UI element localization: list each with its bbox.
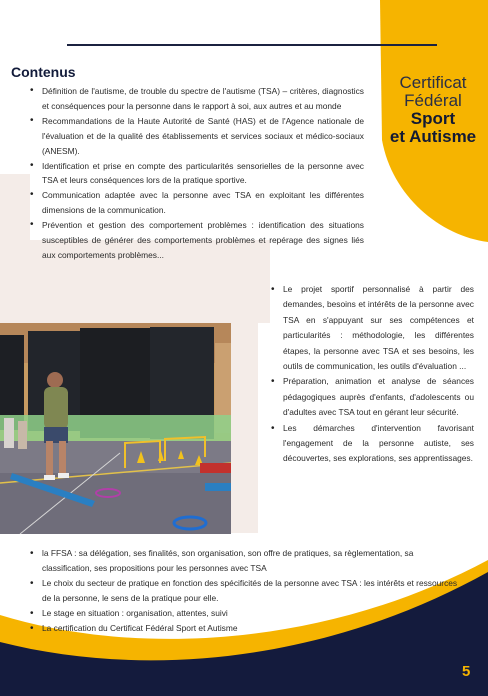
- list-item: • Identification et prise en compte des particularités sensorielles de la personne avec TSA et leurs conséquences lors de la pratique sportive.: [30, 159, 364, 189]
- list-item: • Le choix du secteur de pratique en fonction des spécificités de la personne avec TSA : les intérêts et ressources de la personne, le sens de la pratique pour elle.: [30, 576, 460, 606]
- title-line-4: et Autisme: [389, 126, 477, 146]
- list-item: • Le projet sportif personnalisé à partir des demandes, besoins et intérêts de la personne avec TSA en s'appuyant sur ses compétences et particularités : méthodologie, les différentes étapes, la personne avec TSA et ses besoins, les outils de communication, les outils d'évaluation ...: [271, 282, 474, 374]
- list-item: • Préparation, animation et analyse de séances pédagogiques auprès d'enfants, d'adolescents ou d'adultes avec TSA tout en gérant leur sécurité.: [271, 374, 474, 420]
- list-item: • Communication adaptée avec la personne avec TSA en exploitant les différentes dimensions de la communication.: [30, 188, 364, 218]
- list-item: • Les démarches d'intervention favorisant l'engagement de la personne autiste, ses découvertes, ses explorations, ses apprentissages.: [271, 421, 474, 467]
- list-item: • Le stage en situation : organisation, attentes, suivi: [30, 606, 460, 621]
- content-list-top: [30, 84, 364, 263]
- content-list-bottom: [30, 546, 460, 636]
- content-list-right: [271, 282, 474, 467]
- gymnasium-photo: [0, 323, 231, 534]
- section-heading: Contenus: [11, 64, 76, 80]
- page-number: 5: [462, 663, 471, 680]
- title-line-2: Fédéral: [404, 90, 462, 110]
- top-divider: [67, 44, 437, 46]
- title-line-3: Sport: [410, 108, 456, 128]
- list-item: • Recommandations de la Haute Autorité de Santé (HAS) et de l'Agence nationale de l'évaluation et de la qualité des établissements et services sociaux et médico-sociaux (ANESM).: [30, 114, 364, 159]
- list-item: • La certification du Certificat Fédéral Sport et Autisme: [30, 621, 460, 636]
- list-item: • la FFSA : sa délégation, ses finalités, son organisation, son offre de pratiques, sa règlementation, sa classification, ses propositions pour les personnes avec TSA: [30, 546, 460, 576]
- title-line-1: Certificat: [399, 73, 467, 92]
- list-item: • Définition de l'autisme, de trouble du spectre de l'autisme (TSA) – critères, diagnostics et conséquences pour la personne dans le rapport à soi, aux autres et au monde: [30, 84, 364, 114]
- list-item: • Prévention et gestion des comportement problèmes : identification des situations susceptibles de générer des comportements problèmes et repérage des signes liés aux comportements problèmes...: [30, 218, 364, 263]
- page-title: [380, 74, 486, 145]
